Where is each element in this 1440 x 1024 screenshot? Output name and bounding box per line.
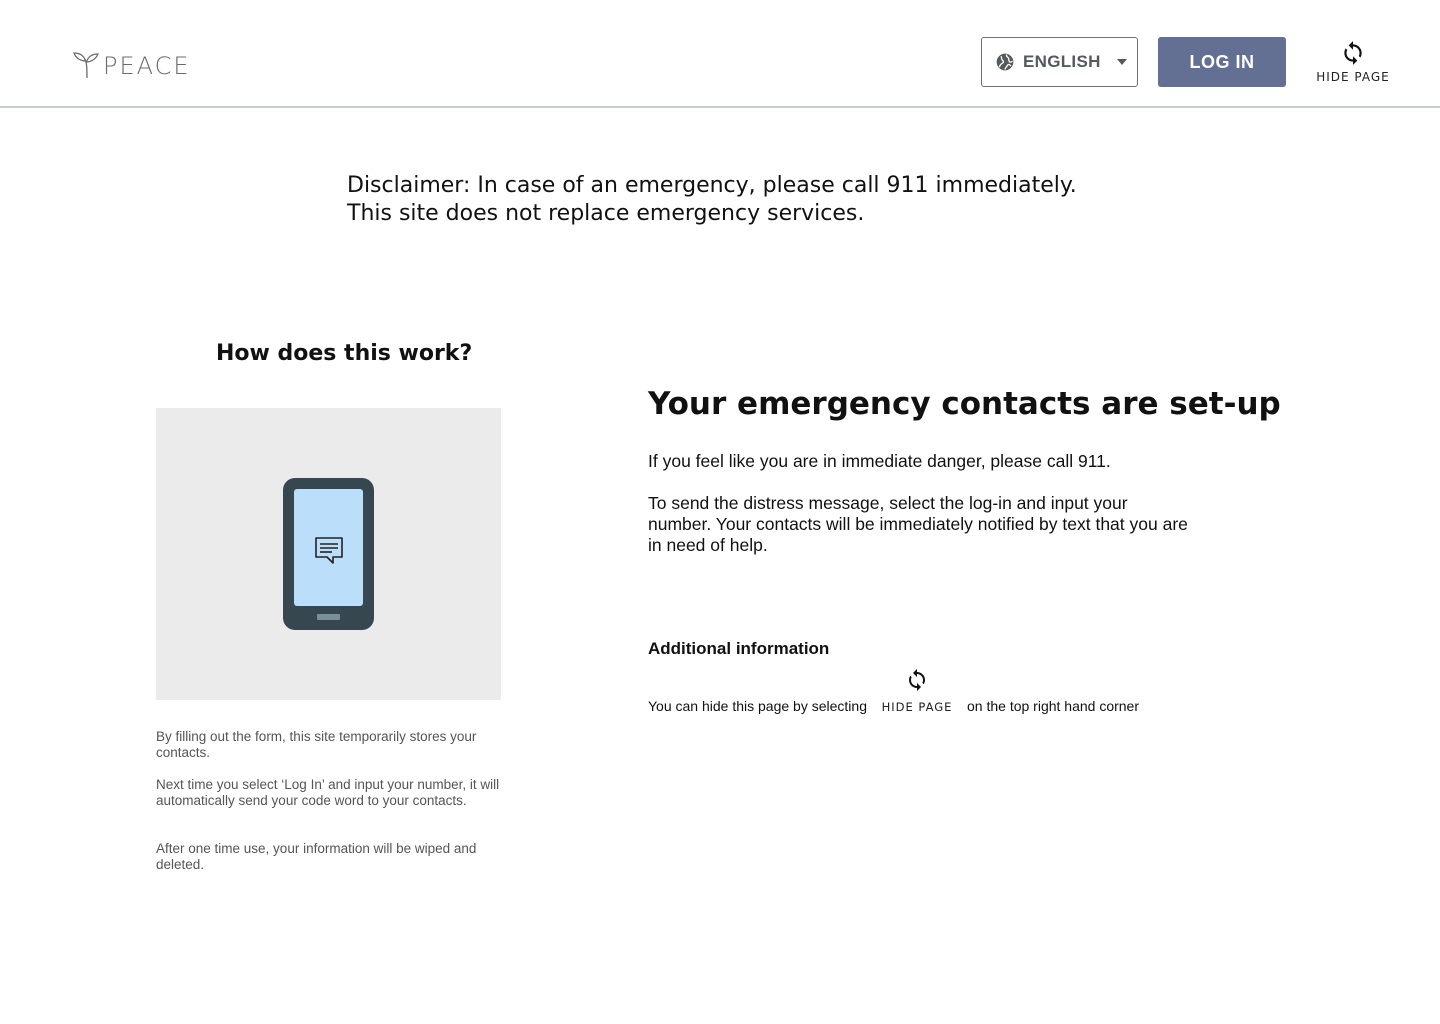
refresh-icon	[1340, 40, 1366, 66]
disclaimer-line-1: Disclaimer: In case of an emergency, please call 911 immediately.	[347, 173, 1077, 198]
message-icon	[314, 535, 344, 565]
phone-home-button	[317, 614, 340, 620]
phone-illustration	[156, 408, 501, 700]
hide-hint-after: on the top right hand corner	[967, 698, 1140, 714]
header	[0, 0, 1440, 108]
hide-page-inline-label: HIDE PAGE	[881, 700, 953, 714]
language-select[interactable]	[981, 37, 1138, 87]
main-heading: Your emergency contacts are set-up	[648, 386, 1281, 422]
info-paragraph-2: Next time you select ‘Log In’ and input your number, it will automatically send your code word to your contacts.	[156, 777, 500, 808]
logo-text: PEACE	[103, 52, 191, 80]
disclaimer-line-2: This site does not replace emergency services.	[347, 201, 865, 226]
login-button[interactable]: LOG IN	[1158, 37, 1286, 87]
how-it-works-title: How does this work?	[216, 341, 473, 366]
hide-page-hint	[648, 668, 1208, 718]
hide-hint-before: You can hide this page by selecting	[648, 698, 867, 714]
danger-text: If you feel like you are in immediate danger, please call 911.	[648, 451, 1111, 471]
hide-page-label: HIDE PAGE	[1316, 70, 1390, 84]
instructions-text: To send the distress message, select the log-in and input your number. Your contacts will be immediately notified by text that you are in need of help.	[648, 493, 1188, 555]
caret-down-icon	[1116, 58, 1128, 66]
sprout-icon	[72, 50, 102, 80]
disclaimer	[347, 172, 1107, 228]
phone-screen	[294, 489, 363, 606]
info-paragraph-3: After one time use, your information will be wiped and deleted.	[156, 841, 477, 872]
info-paragraph-1: By filling out the form, this site temporarily stores your contacts.	[156, 729, 477, 760]
logo[interactable]	[72, 44, 191, 80]
hide-page-inline	[881, 668, 953, 716]
hide-page-button[interactable]	[1312, 40, 1394, 90]
globe-icon	[995, 52, 1015, 72]
additional-info-heading: Additional information	[648, 639, 830, 658]
language-label: ENGLISH	[1023, 52, 1101, 71]
refresh-icon	[905, 668, 929, 692]
phone-icon	[283, 478, 374, 630]
